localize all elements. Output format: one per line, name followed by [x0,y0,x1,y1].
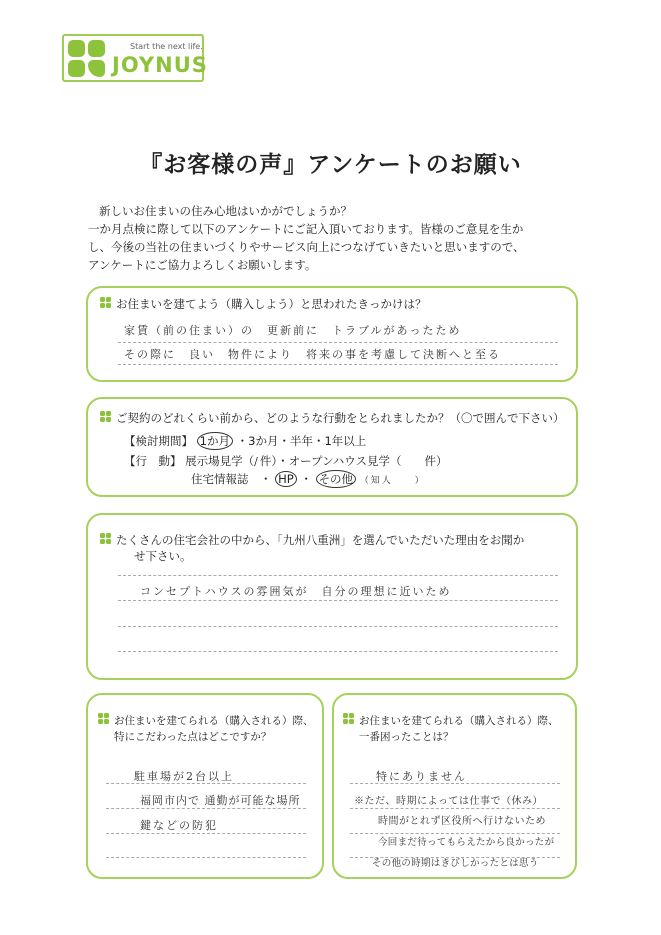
handwritten-answer: その際に 良い 物件により 将来の事を考慮して決断へと至る [124,348,501,361]
handwritten-answer: その他の時期はきびしかったとは思う [372,858,539,869]
question-priority: お住まいを建てられる（購入される）際、 [98,713,314,728]
answer-rule [118,626,558,627]
page-title: 『お客様の声』アンケートのお願い [139,152,522,178]
logo-brand: JOYNUS [112,53,208,77]
question-priority-line2: 特にこだわった点はどこですか？ [114,731,272,743]
question-reason-line2: せ下さい。 [134,549,192,563]
handwritten-answer: 駐車場が2台以上 [134,770,234,783]
question-trouble-line2: 一番困ったことは？ [359,731,454,743]
handwritten-answer: コンセプトハウスの雰囲気が 自分の理想に近いため [140,585,452,598]
answer-rule [118,600,558,601]
selected-other: その他 [316,470,357,488]
handwritten-answer: 家賃（前の住まい）の 更新前に トラブルがあったため [124,324,462,337]
answer-rule [350,808,560,809]
clover-bullet-icon [98,713,110,725]
clover-bullet-icon [100,411,112,423]
answer-rule [118,575,558,576]
handwritten-answer: 時間がとれず区役所へ行けないため [378,816,546,827]
handwritten-answer: 今回まだ待ってもらえたから良かったが [378,837,555,848]
answer-rule [118,651,558,652]
handwritten-answer: 鍵などの防犯 [140,819,218,832]
question-trouble: お住まいを建てられる（購入される）際、 [343,713,559,728]
handwritten-answer: 特にありません [376,770,467,783]
answer-rule [118,342,558,343]
answer-rule [106,857,306,858]
question-motivation: お住まいを建てよう（購入しよう）と思われたきっかけは？ [100,296,427,312]
question-timeline: ご契約のどれくらい前から、どのような行動をとられましたか？（〇で囲んで下さい） [100,410,565,426]
logo-tagline: Start the next life. [130,42,203,51]
question-reason: たくさんの住宅会社の中から、「九州八重洲」を選んでいただいた理由をお聞か [100,532,524,548]
clover-bullet-icon [100,533,112,545]
selected-period: 1か月 [197,432,233,450]
action-row: 【行 動】 展示場見学（/件）・オープンハウス見学（ 件） [124,454,448,468]
action-row-2: 住宅情報誌 ・ HP ・ その他 （知人 ） [191,472,426,486]
joynus-logo [62,34,208,82]
period-row: 【検討期間】 1か月 ・3か月・半年・1年以上 [124,434,367,448]
intro-line: し、今後の当社の住まいづくりやサービス向上につなげていきたいと思いますので、 [88,240,525,254]
clover-bullet-icon [100,297,112,309]
answer-rule [118,364,558,365]
answer-rule [106,833,306,834]
selected-hp: HP [275,471,297,487]
handwritten-answer: 福岡市内で 通勤が可能な場所 [140,794,301,807]
intro-line: アンケートにご協力よろしくお願いします。 [88,258,317,272]
intro-text [88,202,588,274]
answer-rule [106,808,306,809]
handwritten-answer: ※ただ、時期によっては仕事で（休み） [354,796,543,807]
clover-bullet-icon [343,713,355,725]
intro-line: 一か月点検に際して以下のアンケートにご記入頂いております。皆様のご意見を生か [88,222,524,236]
clover-logo-icon [68,40,106,78]
intro-line: 新しいお住まいの住み心地はいかがでしょうか？ [99,204,352,218]
